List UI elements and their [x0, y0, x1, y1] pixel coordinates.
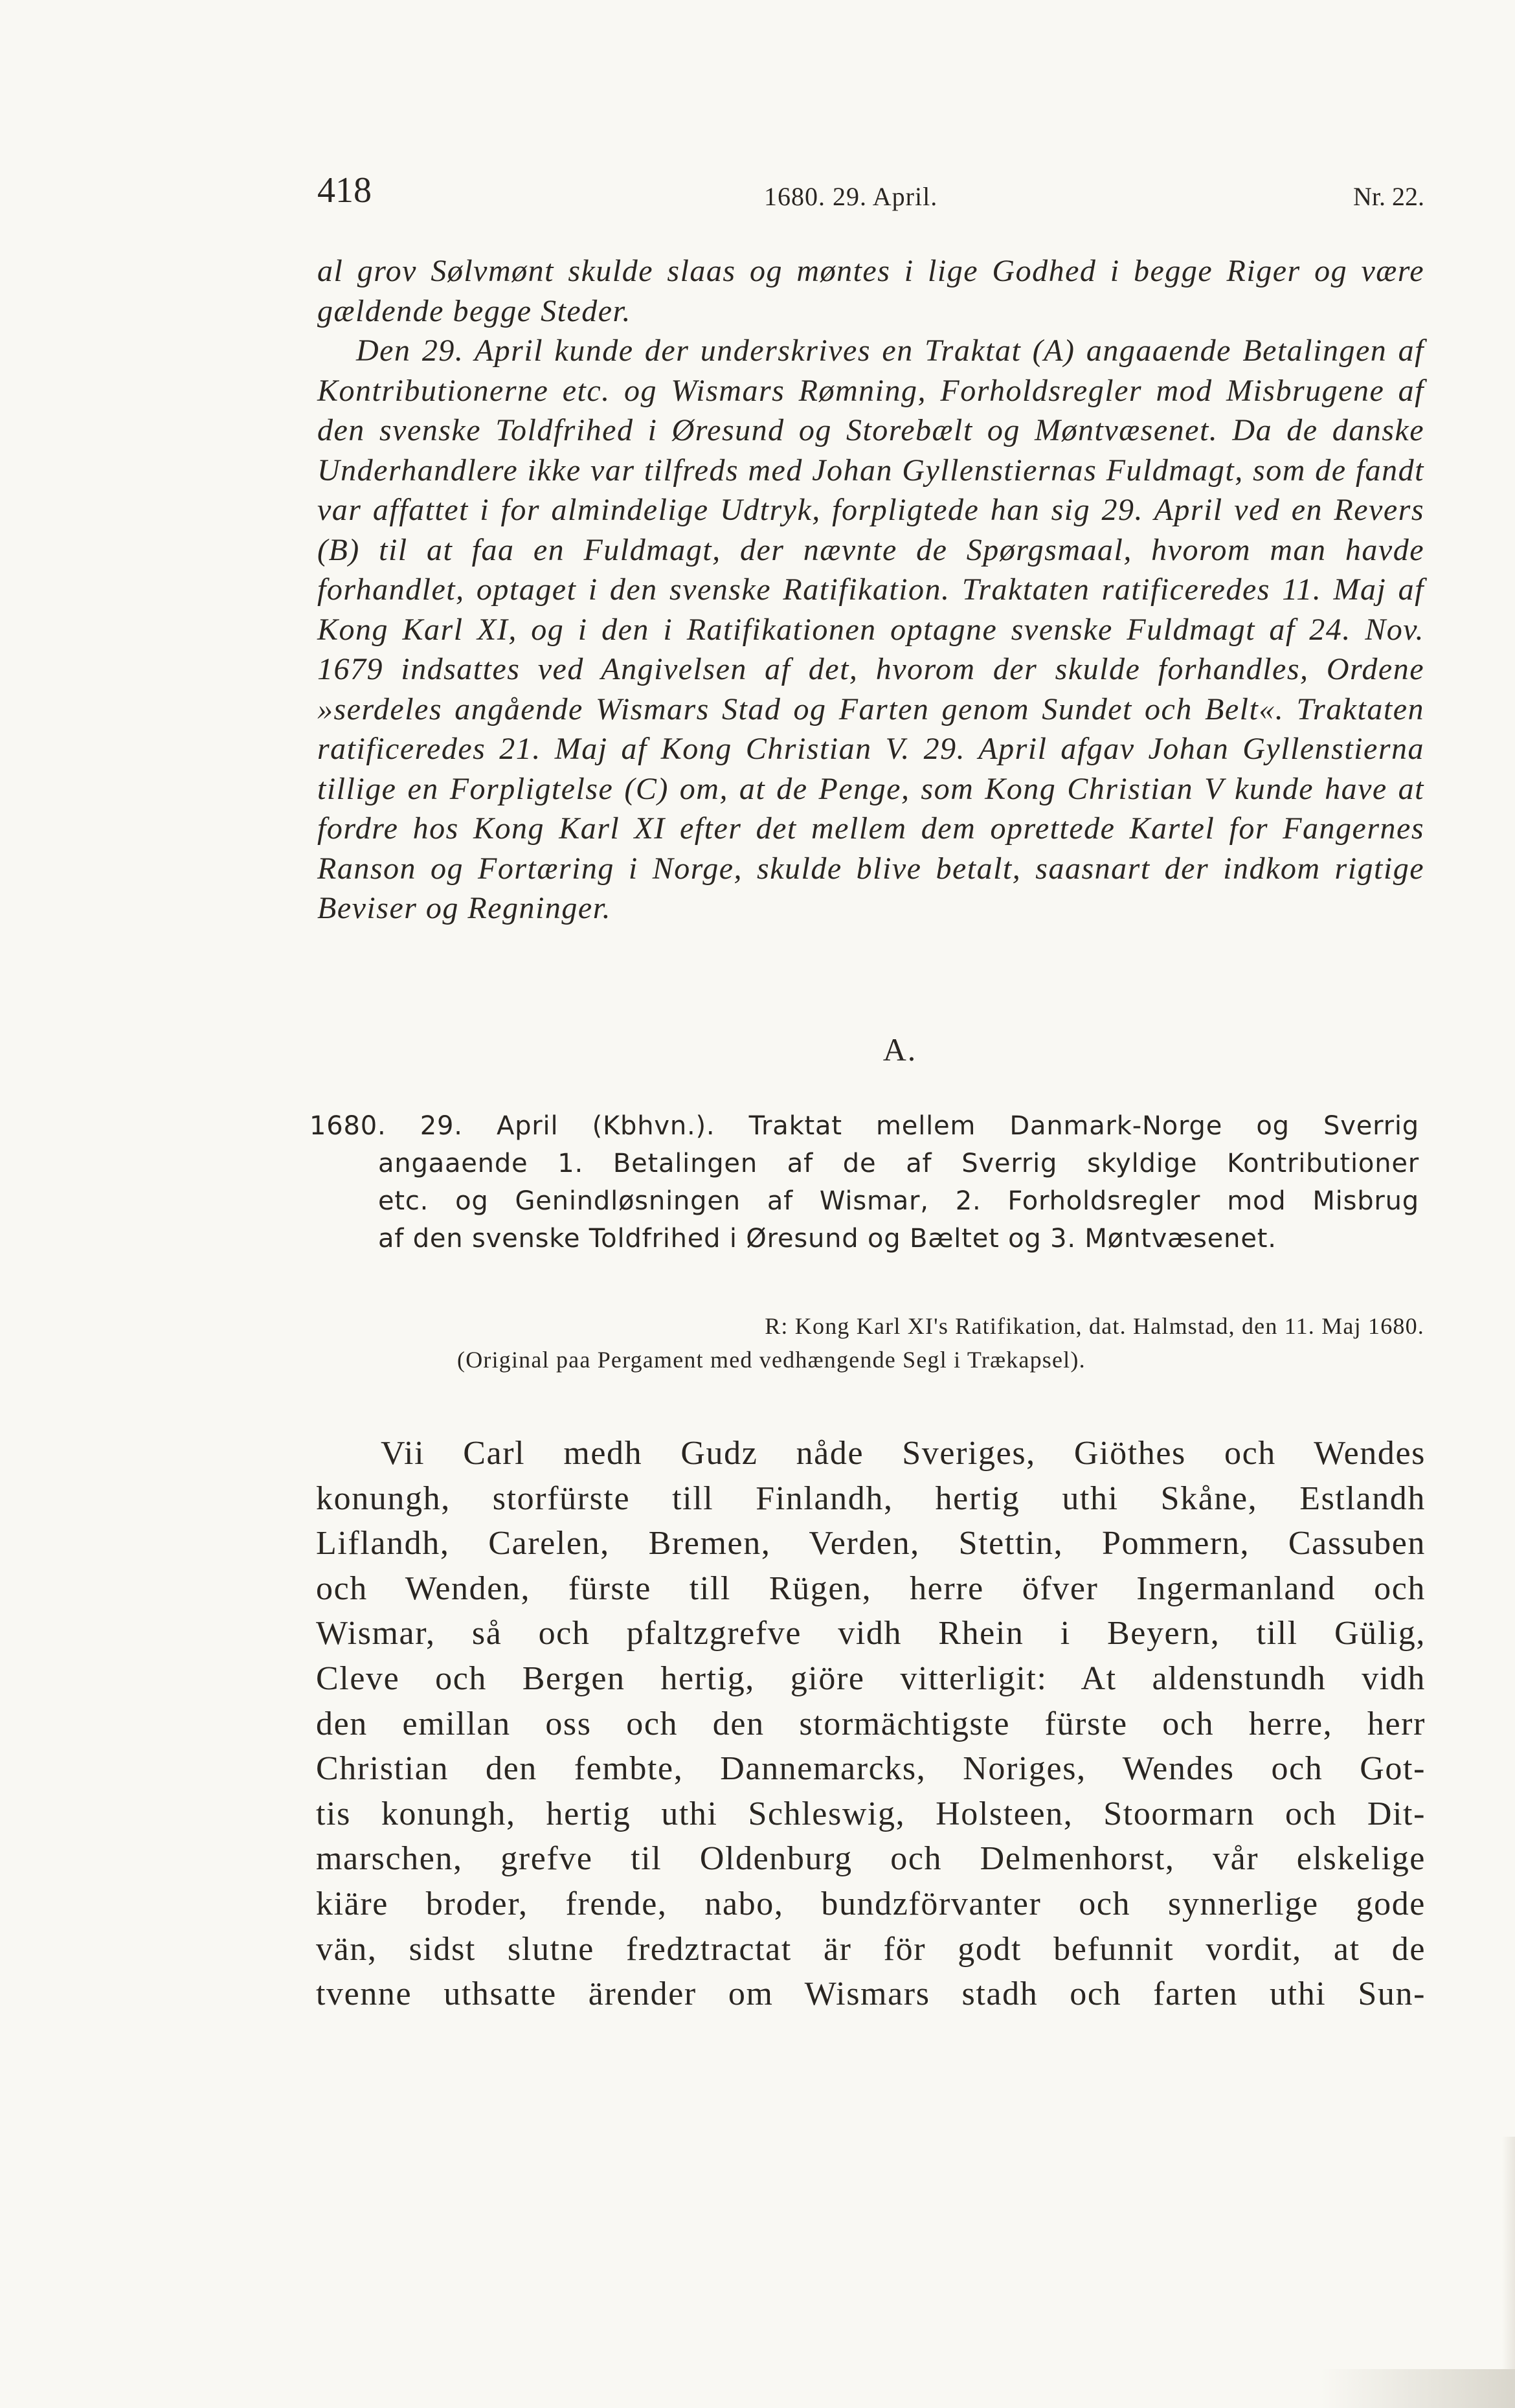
page-edge-shadow — [1502, 2137, 1515, 2408]
treaty-text-line: Cleve och Bergen hertig, giöre vitterligit: At aldenstundh vidh — [316, 1660, 1426, 1697]
treaty-text-line: Wismar, så och pfaltzgrefve vidh Rhein i Beyern, till Gülig, — [316, 1615, 1426, 1652]
source-note — [453, 1309, 1424, 1377]
document-heading-line: af den svenske Toldfrihed i Øresund og Bæltet og 3. Møntvæsenet. — [378, 1224, 1277, 1254]
document-heading-line: angaaende 1. Betalingen af de af Sverrig skyldige Kontributioner — [378, 1149, 1419, 1178]
treaty-text-line: Christian den fembte, Dannemarcks, Noriges, Wendes och Got- — [316, 1750, 1426, 1788]
header-date: 1680. 29. April. — [764, 182, 938, 211]
intro-paragraph-1: al grov Sølvmønt skulde slaas og møntes i lige Godhed i begge Riger og være gældende begge Steder. — [317, 254, 1424, 328]
treaty-text-line: marschen, grefve til Oldenburg och Delmenhorst, vår elskelige — [316, 1840, 1426, 1878]
page-number: 418 — [317, 170, 372, 210]
treaty-text-line: vän, sidst slutne fredztractat är för godt befunnit vordit, at de — [316, 1930, 1426, 1968]
treaty-text — [316, 1431, 1426, 2017]
treaty-text-line: tvenne uthsatte ärender om Wismars stadh och farten uthi Sun- — [316, 1975, 1426, 2013]
running-head — [317, 170, 1424, 215]
treaty-text-line: Liflandh, Carelen, Bremen, Verden, Stettin, Pommern, Cassuben — [316, 1525, 1426, 1562]
document-heading-line: 1680. 29. April (Kbhvn.). Traktat mellem Danmark-Norge og Sverrig — [309, 1111, 1419, 1141]
treaty-text-line: tis konungh, hertig uthi Schleswig, Holsteen, Stoormarn och Dit- — [316, 1795, 1426, 1832]
introduction-text — [317, 251, 1424, 928]
treaty-text-line: Vii Carl medh Gudz nåde Sveriges, Giöthes och Wendes — [381, 1435, 1426, 1472]
treaty-text-line: kiäre broder, frende, nabo, bundzförvanter och synnerlige gode — [316, 1885, 1426, 1922]
scan-edge-artifact — [1321, 2369, 1515, 2408]
treaty-text-line: konungh, storfürste till Finlandh, hertig uthi Skåne, Estlandh — [316, 1480, 1426, 1517]
header-document-number: Nr. 22. — [1353, 182, 1424, 211]
source-note-line: R: Kong Karl XI's Ratifikation, dat. Halmstad, den 11. Maj 1680. — [765, 1313, 1424, 1339]
treaty-text-line: och Wenden, fürste till Rügen, herre öfver Ingermanland och — [316, 1570, 1426, 1607]
document-heading — [309, 1107, 1419, 1257]
intro-paragraph-2: Den 29. April kunde der underskrives en Traktat (A) angaaende Betalingen af Kontributionerne etc. og Wismars Rømning, Forholdsregler mod Misbrugene af den svenske Toldfrihed i Øresund og Storebælt og Møntvæsenet. Da de danske Underhandlere ikke var tilfreds med Johan Gyllenstiernas Fuldmagt, som de fandt var affattet i for almindelige Udtryk, forpligtede han sig 29. April ved en Revers (B) til at faa en Fuldmagt, der nævnte de Spørgsmaal, hvorom man havde forhandlet, optaget i den svenske Ratifikation. Traktaten ratificeredes 11. Maj af Kong Karl XI, og i den i Ratifikationen optagne svenske Fuldmagt af 24. Nov. 1679 indsattes ved Angivelsen af det, hvorom der skulde forhandles, Ordene »serdeles angående Wismars Stad og Farten genom Sundet och Belt«. Traktaten ratificeredes 21. Maj af Kong Christian V. 29. April afgav Johan Gyllenstierna tillige en Forpligtelse (C) om, at de Penge, som Kong Christian V kunde have at fordre hos Kong Karl XI efter det mellem dem oprettede Kartel for Fangernes Ranson og Fortæring i Norge, skulde blive betalt, saasnart der indkom rigtige Beviser og Regninger. — [317, 333, 1424, 925]
source-note-line: (Original paa Pergament med vedhængende Segl i Trækapsel). — [457, 1347, 1086, 1373]
section-letter: A. — [882, 1031, 917, 1068]
treaty-text-line: den emillan oss och den stormächtigste fürste och herre, herr — [316, 1705, 1426, 1742]
document-heading-line: etc. og Genindløsningen af Wismar, 2. Forholdsregler mod Misbrug — [378, 1186, 1419, 1216]
